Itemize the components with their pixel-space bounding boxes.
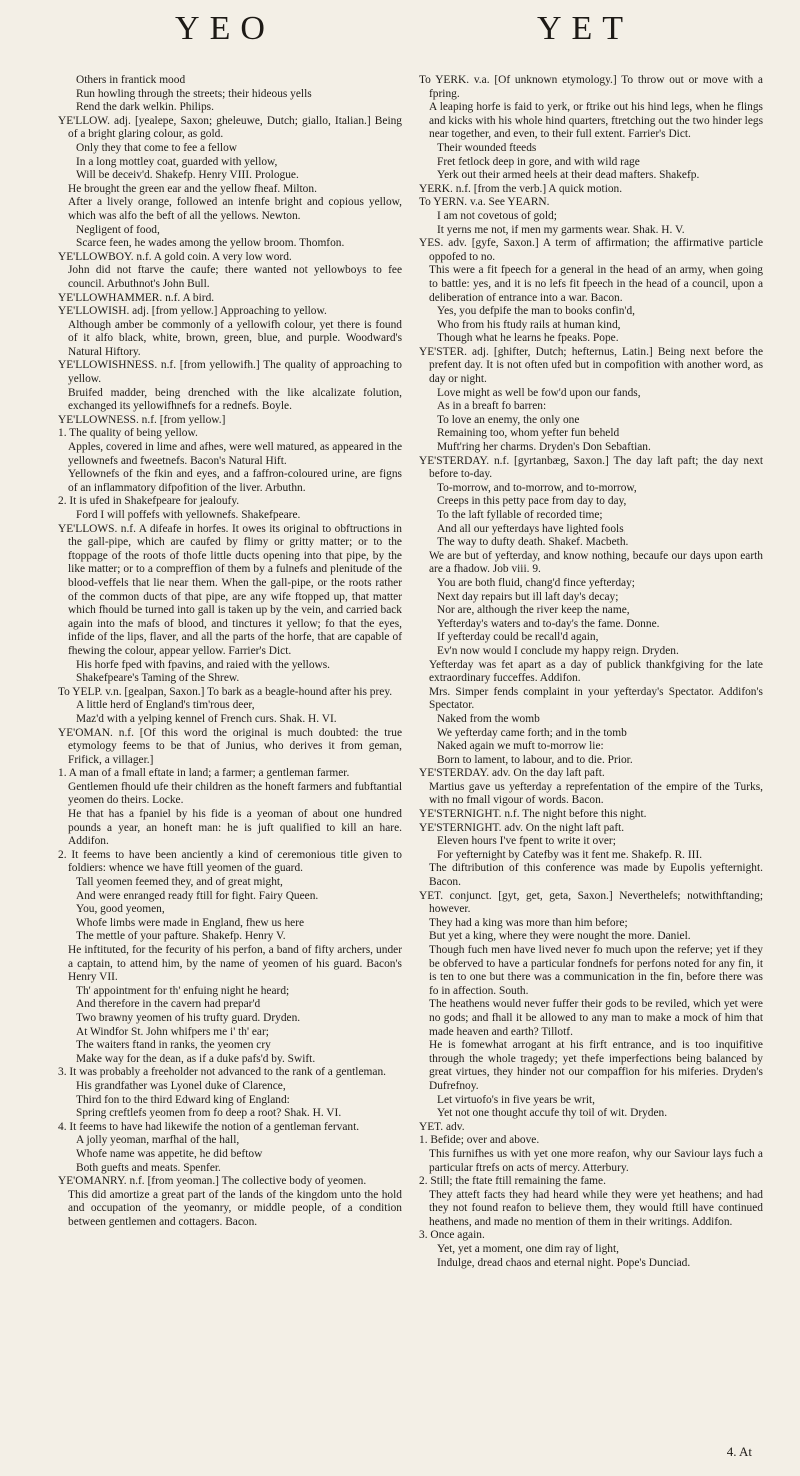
dictionary-line: YERK. n.f. [from the verb.] A quick motion. [419, 182, 623, 195]
dictionary-line: If yefterday could be recall'd again, [437, 631, 599, 644]
dictionary-line: Apples, covered in lime and afhes, were well matured, as appeared in the yellownefs and fweetnefs. Bacon's Natural Hift. [68, 441, 402, 467]
dictionary-line: He inftituted, for the fecurity of his perfon, a band of fifty archers, under a captain, to attend him, by the name of yeomen of his guard. Bacon's Henry VII. [68, 944, 402, 984]
dictionary-line: 1. Befide; over and above. [419, 1134, 540, 1147]
dictionary-line: To-morrow, and to-morrow, and to-morrow, [437, 481, 637, 494]
dictionary-line: Shakefpeare's Taming of the Shrew. [76, 672, 240, 685]
dictionary-line: 3. Once again. [419, 1229, 485, 1242]
dictionary-line: Naked from the womb [437, 712, 540, 725]
dictionary-line: 2. It is ufed in Shakefpeare for jealoufy. [58, 495, 240, 508]
dictionary-line: 2. It feems to have been anciently a kind of ceremonious title given to foldiers: whence we have ftill yeomen of the guard. [58, 848, 402, 875]
dictionary-line: To YERN. v.a. See YEARN. [419, 196, 550, 209]
dictionary-line: This did amortize a great part of the lands of the kingdom unto the hold and occupation of the yeomanry, or middle people, of a condition between gentlemen and cottagers. Bacon. [68, 1188, 402, 1228]
dictionary-line: Yet, yet a moment, one dim ray of light, [437, 1243, 620, 1256]
dictionary-line: Martius gave us yefterday a reprefentation of the empire of the Turks, with no fmall vigour of words. Bacon. [429, 780, 763, 807]
dictionary-line: Let virtuofo's in five years be writ, [437, 1093, 595, 1106]
dictionary-line: Indulge, dread chaos and eternal night. Pope's Dunciad. [437, 1256, 691, 1269]
dictionary-line: YET. conjunct. [gyt, get, geta, Saxon.] Neverthelefs; notwithftanding; however. [419, 889, 763, 916]
dictionary-line: Rend the dark welkin. Philips. [76, 101, 214, 114]
left-column [58, 74, 402, 1229]
dictionary-line: They atteft facts they had heard while they were yet heathens; and had they not found reafon to believe them, they would ftill have continued heathens, and made no mention of them in their writings. Addifon. [429, 1188, 763, 1228]
dictionary-line: YE'STERDAY. adv. On the day laft paft. [419, 767, 605, 780]
dictionary-line: YE'STERNIGHT. adv. On the night laft paft. [419, 821, 625, 834]
dictionary-line: Who from his ftudy rails at human kind, [437, 318, 621, 331]
dictionary-line: To YERK. v.a. [Of unknown etymology.] To throw out or move with a fpring. [419, 74, 763, 100]
header-right-guide-word: YET [536, 10, 634, 47]
dictionary-line: Spring creftlefs yeomen from fo deep a root? Shak. H. VI. [76, 1107, 342, 1120]
dictionary-line: Yet not one thought accufe thy toil of wit. Dryden. [437, 1107, 668, 1120]
running-header [0, 10, 800, 60]
dictionary-line: 1. A man of a fmall eftate in land; a farmer; a gentleman farmer. [58, 767, 350, 780]
dictionary-line: YE'OMANRY. n.f. [from yeoman.] The collective body of yeomen. [58, 1175, 367, 1188]
dictionary-line: Though what he learns he fpeaks. Pope. [437, 332, 619, 345]
dictionary-line: Others in frantick mood [76, 74, 186, 86]
dictionary-line: 3. It was probably a freeholder not advanced to the rank of a gentleman. [58, 1066, 386, 1079]
dictionary-line: Next day repairs but ill laft day's decay; [437, 590, 619, 603]
dictionary-line: You are both fluid, chang'd fince yefterday; [437, 576, 635, 589]
dictionary-line: John did not ftarve the caufe; there wanted not yellowboys to fee council. Arbuthnot's John Bull. [68, 264, 402, 290]
dictionary-line: YE'LLOWISHNESS. n.f. [from yellowifh.] The quality of approaching to yellow. [58, 359, 402, 386]
dictionary-line: Run howling through the streets; their hideous yells [76, 87, 312, 100]
dictionary-line: Muft'ring her charms. Dryden's Don Sebaftian. [437, 441, 651, 454]
dictionary-line: YET. adv. [419, 1120, 465, 1133]
dictionary-line: After a lively orange, followed an intenfe bright and copious yellow, which was alfo the beft of all the yellows. Newton. [68, 196, 402, 222]
dictionary-line: For yefternight by Catefby was it fent me. Shakefp. R. III. [437, 848, 703, 861]
dictionary-line: We are but of yefterday, and know nothing, becaufe our days upon earth are a fhadow. Job viii. 9. [429, 549, 763, 576]
dictionary-line: Whofe limbs were made in England, fhew us here [76, 916, 305, 929]
dictionary-line: At Windfor St. John whifpers me i' th' ear; [76, 1025, 269, 1038]
dictionary-line: Make way for the dean, as if a duke pafs'd by. Swift. [76, 1052, 316, 1065]
dictionary-line: Ford I will poffefs with yellownefs. Shakefpeare. [76, 509, 301, 521]
dictionary-line: This were a fit fpeech for a general in the head of an army, when going to battle: yes, and it is no lefs fit fpeech in the head of a council, upon a deliberation of entrance into a war. Bacon. [429, 264, 763, 304]
dictionary-line: His horfe fped with fpavins, and raied with the yellows. [76, 658, 331, 671]
dictionary-line: Will be deceiv'd. Shakefp. Henry VIII. Prologue. [76, 169, 299, 182]
dictionary-line: Remaining too, whom yefter fun beheld [437, 427, 620, 440]
dictionary-line: Born to lament, to labour, and to die. Prior. [437, 753, 633, 766]
dictionary-line: YE'STER. adj. [ghifter, Dutch; hefternus, Latin.] Being next before the prefent day. It is not often ufed but in compofition with another word, as day or night. [419, 345, 763, 386]
dictionary-line: The diftribution of this conference was made by Eupolis yefternight. Bacon. [429, 862, 763, 889]
dictionary-line: A little herd of England's tim'rous deer, [76, 699, 255, 712]
dictionary-line: His grandfather was Lyonel duke of Clarence, [76, 1079, 286, 1092]
dictionary-line: As in a breaft fo barren: [437, 400, 547, 413]
dictionary-line: Fret fetlock deep in gore, and with wild rage [437, 155, 640, 168]
dictionary-line: Two brawny yeomen of his trufty guard. Dryden. [76, 1011, 301, 1024]
dictionary-line: Only they that come to fee a fellow [76, 141, 237, 154]
dictionary-line: Though fuch men have lived never fo much upon the referve; yet if they be obferved to have a particular fondnefs for perfons noted for any fin, it is ten to one but there was a communication in the fin, before there was fo in affection. South. [429, 944, 763, 997]
dictionary-line: It yerns me not, if men my garments wear. Shak. H. V. [437, 223, 685, 236]
dictionary-line: He is fomewhat arrogant at his firft entrance, and is too inquifitive through the whole tragedy; yet thefe imperfections being balanced by great virtues, they hinder not our compaffion for his miferies. Dryden's Dufrefnoy. [429, 1039, 763, 1092]
dictionary-line: The mettle of your pafture. Shakefp. Henry V. [76, 930, 286, 943]
dictionary-line: YE'STERNIGHT. n.f. The night before this night. [419, 808, 647, 821]
catchword: 4. At [726, 1444, 752, 1459]
dictionary-line: Creeps in this petty pace from day to day, [437, 495, 627, 508]
dictionary-line: He brought the green ear and the yellow fheaf. Milton. [68, 182, 317, 195]
dictionary-line: Bruifed madder, being drenched with the like alcalizate folution, exchanged its yellowifhnefs for a rednefs. Boyle. [68, 386, 402, 413]
dictionary-line: The heathens would never fuffer their gods to be reviled, which yet were no gods; and fhall it be allowed to any man to make a mock of him that made heaven and earth? Tillotf. [429, 998, 763, 1038]
dictionary-line: Th' appointment for th' enfuing night he heard; [76, 984, 290, 997]
dictionary-line: But yet a king, where they were nought the more. Daniel. [429, 930, 691, 943]
dictionary-line: YES. adv. [gyfe, Saxon.] A term of affirmation; the affirmative particle oppofed to no. [419, 237, 763, 263]
dictionary-line: Love might as well be fow'd upon our fands, [437, 386, 641, 399]
dictionary-line: Whofe name was appetite, he did beftow [76, 1147, 263, 1160]
header-left-guide-word: YEO [175, 10, 275, 47]
dictionary-line: YE'LLOWS. n.f. A difeafe in horfes. It owes its original to obftructions in the gall-pipe, which are caufed by flimy or gritty matter; or to the ftoppage of the roots of thofe little ducts opening into that pipe, by the like matter; or to a compreffion of them by a fulnefs and plenitude of the blood-veffels that lie near them. When the gall-pipe, or the roots rather of the common ducts of that pipe, are any wife ftopped up, that matter which fhould be turned into gall is taken up by the vein, and carried back again into the mafs of blood, and tinctures it yellow; fo that the eyes, infide of the lips, flaver, and all the parts of the horfe, that are capable of fhewing the colour, appear yellow. Farrier's Dict. [58, 522, 402, 657]
dictionary-line: YE'LLOW. adj. [yealepe, Saxon; gheleuwe, Dutch; giallo, Italian.] Being of a bright glaring colour, as gold. [58, 114, 402, 141]
dictionary-line: And all our yefterdays have lighted fools [437, 522, 624, 535]
dictionary-line: Nor are, although the river keep the name, [437, 604, 630, 617]
dictionary-line: And were enranged ready ftill for fight. Fairy Queen. [76, 889, 319, 902]
dictionary-line: And therefore in the cavern had prepar'd [76, 998, 261, 1011]
dictionary-line: I am not covetous of gold; [437, 209, 557, 222]
right-column [419, 74, 763, 1270]
dictionary-line: To love an enemy, the only one [437, 413, 580, 426]
dictionary-line: 2. Still; the ftate ftill remaining the fame. [419, 1175, 606, 1188]
dictionary-line: YE'LLOWISH. adj. [from yellow.] Approaching to yellow. [58, 305, 327, 318]
dictionary-line: Yellownefs of the fkin and eyes, and a faffron-coloured urine, are figns of an inflammatory difpofition of the liver. Arbuthn. [68, 468, 402, 494]
dictionary-line: 4. It feems to have had likewife the notion of a gentleman fervant. [58, 1120, 360, 1133]
dictionary-line: A leaping horfe is faid to yerk, or ftrike out his hind legs, when he flings and kicks with his whole hind quarters, ftretching out the two hinder legs near together, and even, to their full extent. Farrier's Dict. [429, 101, 763, 141]
dictionary-line: 1. The quality of being yellow. [58, 427, 198, 440]
dictionary-line: To the laft fyllable of recorded time; [437, 509, 603, 521]
dictionary-line: YE'STERDAY. n.f. [gyrtanbæg, Saxon.] The day laft paft; the day next before to-day. [419, 454, 763, 481]
dictionary-line: Yefterday's waters and to-day's the fame. Donne. [437, 617, 660, 630]
dictionary-line: Naked again we muft to-morrow lie: [437, 740, 604, 753]
dictionary-line: Tall yeomen feemed they, and of great might, [76, 876, 283, 889]
dictionary-line: Gentlemen fhould ufe their children as the honeft farmers and fubftantial yeomen do theirs. Locke. [68, 780, 402, 807]
dictionary-line: A jolly yeoman, marfhal of the hall, [76, 1134, 240, 1147]
dictionary-line: YE'LLOWBOY. n.f. A gold coin. A very low word. [58, 250, 292, 263]
dictionary-line: In a long mottley coat, guarded with yellow, [76, 155, 278, 168]
dictionary-line: To YELP. v.n. [gealpan, Saxon.] To bark as a beagle-hound after his prey. [58, 685, 393, 698]
dictionary-line: Although amber be commonly of a yellowifh colour, yet there is found of it alfo black, white, brown, green, blue, and purple. Woodward's Natural Hiftory. [68, 318, 402, 358]
dictionary-line: Both guefts and meats. Spenfer. [76, 1161, 221, 1174]
dictionary-line: Scarce feen, he wades among the yellow broom. Thomfon. [76, 237, 345, 250]
dictionary-line: Ev'n now would I conclude my happy reign. Dryden. [437, 644, 679, 657]
dictionary-line: We yefterday came forth; and in the tomb [437, 726, 627, 739]
dictionary-line: Mrs. Simper fends complaint in your yefterday's Spectator. Addifon's Spectator. [429, 685, 763, 712]
dictionary-line: Yes, you defpife the man to books confin'd, [437, 305, 635, 318]
dictionary-line: He that has a fpaniel by his fide is a yeoman of about one hundred pounds a year, an honeft man: he is juft qualified to kill an hare. Addifon. [68, 808, 402, 848]
dictionary-line: The way to dufty death. Shakef. Macbeth. [437, 536, 629, 549]
dictionary-line: Their wounded fteeds [437, 141, 537, 154]
dictionary-line: This furnifhes us with yet one more reafon, why our Saviour lays fuch a particular ftrefs on acts of mercy. Atterbury. [429, 1147, 763, 1174]
dictionary-line: YE'LLOWNESS. n.f. [from yellow.] [58, 413, 226, 426]
dictionary-line: YE'OMAN. n.f. [Of this word the original is much doubted: the true etymology feems to be that of Junius, who derives it from geman, Frifick, a villager.] [58, 726, 402, 766]
dictionary-line: You, good yeomen, [76, 903, 165, 916]
dictionary-line: They had a king was more than him before; [429, 916, 628, 929]
dictionary-line: Eleven hours I've fpent to write it over; [437, 835, 616, 848]
dictionary-line: Maz'd with a yelping kennel of French curs. Shak. H. VI. [76, 712, 337, 725]
dictionary-line: Negligent of food, [76, 223, 160, 236]
dictionary-line: Third fon to the third Edward king of England: [76, 1093, 290, 1106]
dictionary-line: Yefterday was fet apart as a day of publick thankfgiving for the late extraordinary fucceffes. Addifon. [429, 658, 763, 685]
dictionary-line: YE'LLOWHAMMER. n.f. A bird. [58, 291, 215, 304]
dictionary-line: The waiters ftand in ranks, the yeomen cry [76, 1039, 271, 1052]
dictionary-line: Yerk out their armed heels at their dead mafters. Shakefp. [437, 169, 700, 182]
